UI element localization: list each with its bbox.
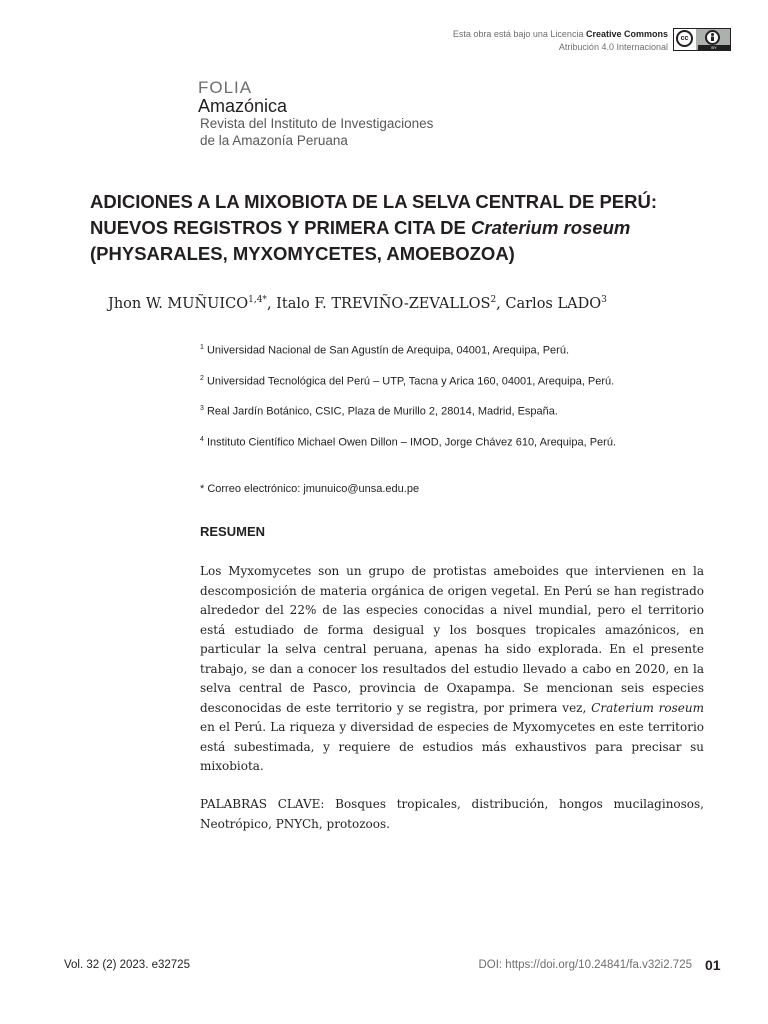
affiliation-item: $^3$ Real Jardín Botánico, CSIC, Plaza de Murillo 2, 28014, Madrid, España. [200, 405, 558, 418]
author-affiliation-ref: 1,4* [248, 295, 267, 305]
cc-by-badge[interactable] [673, 28, 731, 51]
affiliation-item: $^4$ Instituto Científico Michael Owen Dillon – IMOD, Jorge Chávez 610, Arequipa, Perú. [200, 436, 616, 449]
journal-logo-amazonica: Amazónica [198, 96, 288, 116]
license-line2: Atribución 4.0 Internacional [558, 42, 668, 52]
affiliation-item: $^2$ Universidad Tecnológica del Perú – UTP, Tacna y Arica 160, 04001, Arequipa, Perú. [200, 375, 615, 388]
affiliation-item: $^1$ Universidad Nacional de San Agustín de Arequipa, 04001, Arequipa, Perú. [200, 344, 569, 357]
footer-doi-link[interactable]: DOI: https://doi.org/10.24841/fa.v32i2.725 [478, 959, 692, 971]
title-line1: ADICIONES A LA MIXOBIOTA DE LA SELVA CENTRAL DE PERÚ: [90, 191, 658, 212]
license-line1-prefix: Esta obra está bajo una Licencia [452, 29, 584, 39]
journal-subtitle-line2: de la Amazonía Peruana [200, 133, 348, 148]
license-notice [453, 28, 668, 54]
journal-subtitle [200, 115, 433, 149]
journal-subtitle-line1: Revista del Instituto de Investigaciones [200, 116, 434, 131]
author-name: Jhon W. MUÑUICO [108, 295, 249, 312]
cc-icon: cc [676, 30, 693, 47]
journal-logo-folia: FOLIA [198, 78, 253, 97]
title-line3: (PHYSARALES, MYXOMYCETES, AMOEBOZOA) [90, 243, 515, 264]
page-number: 01 [705, 957, 721, 973]
license-link-cc[interactable]: Creative Commons [585, 29, 668, 39]
by-label: BY [698, 45, 730, 50]
corresponding-email[interactable]: * Correo electrónico: jmunuico@unsa.edu.pe [200, 483, 420, 495]
attribution-person-icon [705, 30, 720, 45]
author-list: Jhon W. $MUÑUICO^{1,4*}$, Italo F. TREVIÑO-ZEVALLOS$^2$, Carlos LADO$^3$ [108, 295, 607, 312]
title-species-italic: Craterium roseum [471, 217, 631, 238]
author-affiliation-ref: 2 [490, 295, 497, 305]
footer-volume: Vol. 32 (2) 2023. e32725 [64, 959, 190, 971]
article-title [90, 189, 690, 267]
abstract-body: Los Myxomycetes son un grupo de protistas ameboides que intervienen en la descomposición de materia orgánica de origen vegetal. En Perú se han registrado alrededor del 22% de las especies conocidas a nivel mundial, pero el territorio está estudiado de forma desigual y los bosques tropicales amazónicos, en particular la selva central peruana, apenas ha sido explorada. En el presente trabajo, se dan a conocer los resultados del estudio llevado a cabo en 2020, en la selva central de Pasco, provincia de Oxapampa. Se mencionan seis especies desconocidas de este territorio y se registra, por primera vez, Craterium roseum en el Perú. La riqueza y diversidad de especies de Myxomycetes en este territorio está subestimada, y requiere de estudios más exhaustivos para precisar su mixobiota. [200, 564, 704, 773]
abstract-heading: RESUMEN [200, 524, 266, 539]
abstract-species-italic: Craterium roseum [591, 700, 704, 715]
author-name: Carlos LADO [505, 295, 602, 312]
author-affiliation-ref: 3 [601, 295, 607, 305]
title-line2: NUEVOS REGISTROS Y PRIMERA CITA DE Craterium roseum [90, 217, 631, 238]
keywords: PALABRAS CLAVE: Bosques tropicales, distribución, hongos mucilaginosos, Neotrópico, PNYCh, protozoos. [200, 797, 704, 831]
author-name: Italo F. TREVIÑO-ZEVALLOS [276, 295, 491, 312]
